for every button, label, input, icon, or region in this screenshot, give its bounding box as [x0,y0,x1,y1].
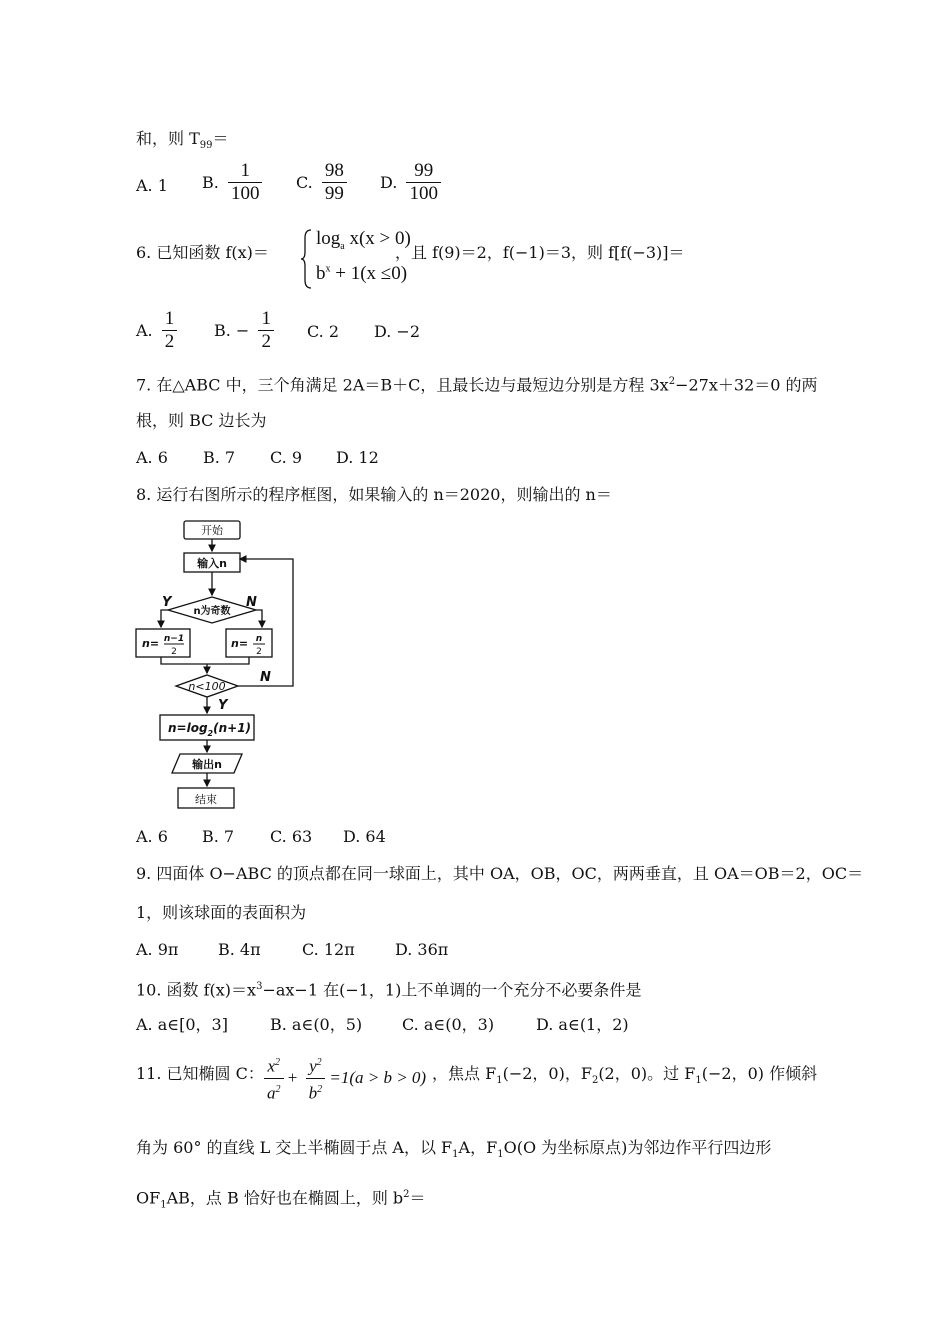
numerator: 99 [406,160,441,183]
flowchart-assign-label [168,721,251,738]
flowchart-end-label: 结束 [195,793,217,806]
q6-prefix-text: 6. 已知函数 f(x)＝ [136,243,269,262]
q5-option-a [136,176,168,195]
q6-option-b [214,308,274,353]
flowchart-yes-2: Y [218,698,228,713]
flowchart-left-num: n−1 [163,634,185,644]
q7-option-c: C. 9 [270,448,303,467]
q7-line-1 [136,371,818,396]
numerator: 98 [322,160,347,183]
q5-option-d-fraction [406,160,441,205]
denominator: 2 [261,331,271,352]
numerator: 1 [258,308,274,331]
q10-option-c: C. a∈(0，3) [402,1015,495,1034]
q9-line-1 [136,863,863,885]
q11-l2-b: A，F [458,1138,498,1157]
q6-suffix [395,242,685,264]
flowchart-start-label: 开始 [201,524,223,537]
q5-option-d-label: D. [380,173,398,192]
q11-ellipse-equation [260,1052,426,1104]
q9-option-a: A. 9π [136,940,179,959]
q6-option-c-text: C. 2 [307,322,340,341]
flowchart-input-label: 输入n [197,557,227,570]
q8-option-b: B. 7 [202,827,235,846]
y-num-text: y [309,1056,317,1076]
assign-text: n=log [168,721,208,735]
piecewise-brace [300,228,314,290]
y-den-text: b [308,1083,318,1103]
q9-option-b: B. 4π [218,940,261,959]
q5-option-c-fraction [322,160,347,205]
y-denominator [306,1079,326,1105]
q7-line-1a: 7. 在△ABC 中，三个角满足 2A＝B＋C，且最长边与最短边分别是方程 3x [136,375,669,395]
q9-line-2 [136,902,306,924]
q6-option-a-fraction [162,308,178,353]
q10-option-a: A. a∈[0，3] [136,1015,228,1034]
q11-l3-b: AB，点 B 恰好也在椭圆上，则 b [166,1188,404,1208]
q6-option-c [307,322,339,341]
flowchart-no-1: N [246,595,257,610]
case-1-condition: (x > 0) [358,228,411,249]
flowchart-limit-label: n<100 [188,680,226,693]
q11-l2-sub1: 1 [452,1149,459,1161]
q6-option-d-text: D. −2 [374,322,421,341]
q5-tail-sub: 99 [199,140,213,152]
exp-base: b [316,263,326,284]
q11-l3-sup: 2 [403,1189,410,1200]
q5-tail [136,128,229,157]
q10-option-d: D. a∈(1，2) [536,1015,629,1034]
y-fraction [306,1052,326,1104]
q11-l3-a: OF [136,1188,161,1208]
q8-question [136,484,612,506]
q5-option-c [296,160,347,205]
q7-option-b: B. 7 [203,448,236,467]
x-num-text: x [267,1056,276,1076]
q11-l2-sub2: 1 [497,1149,504,1161]
q7-option-a: A. 6 [136,448,168,467]
q5-tail-eq: ＝ [212,129,229,148]
flowchart-right-num: n [255,634,263,644]
q11-line-1-suffix [432,1063,817,1092]
q11-s-d: (−2，0) 作倾斜 [701,1064,818,1083]
x-numerator [264,1052,284,1079]
q11-sub2: 2 [591,1075,599,1087]
q5-option-c-label: C. [296,173,313,192]
x-den-sup: 2 [275,1083,281,1095]
q11-prefix [136,1063,264,1085]
q10-option-b: B. a∈(0，5) [270,1015,363,1034]
flowchart-left-den: 2 [171,647,177,657]
q11-s-b: (−2，0)，F [502,1064,592,1083]
q11-prefix-text: 11. 已知椭圆 C： [136,1064,264,1083]
q8-option-d: D. 64 [343,827,386,846]
q10-text-b: −ax−1 在(−1，1)上不单调的一个充分不必要条件是 [262,980,642,1000]
exp-power: x [325,263,331,275]
q6-option-b-fraction [258,308,274,353]
log-arg: x [349,228,359,249]
flowchart [128,515,308,815]
flowchart-output-label: 输出n [192,758,222,771]
q11-s-c: (2，0)。过 F [598,1064,696,1083]
q11-line-3 [136,1184,426,1217]
log-text: log [316,228,341,249]
q11-l2-a: 角为 60° 的直线 L 交上半椭圆于点 A，以 F [136,1138,453,1157]
q7-line-2-text: 根，则 BC 边长为 [136,411,267,430]
q6-prefix [136,242,269,264]
denominator: 100 [409,183,438,204]
x-den-text: a [267,1083,276,1103]
q9-option-d: D. 36π [395,940,449,959]
q11-line-2 [136,1137,771,1166]
q11-l3-c: ＝ [409,1188,426,1208]
log-base: a [340,240,345,252]
denominator: 2 [164,331,175,352]
q9-line-2-text: 1，则该球面的表面积为 [136,903,307,922]
y-numerator [306,1052,326,1079]
q5-option-b [202,160,262,205]
x-num-sup: 2 [275,1057,281,1068]
denominator: 100 [230,183,260,204]
q11-sub3: 1 [695,1075,702,1087]
x-fraction [264,1052,284,1104]
q7-sup: 2 [668,376,676,387]
q5-option-a-text: A. 1 [136,176,168,195]
q7-line-1b: −27x＋32＝0 的两 [675,375,818,395]
case-2-rest: + 1(x ≤0) [330,263,408,284]
q6-option-a [136,308,177,353]
q8-option-c: C. 63 [270,827,313,846]
q6-option-a-label: A. [136,321,153,340]
q10-question [136,976,641,1001]
x-denominator [264,1079,284,1105]
q5-option-b-label: B. [202,173,219,192]
flowchart-right-lhs: n= [231,637,249,650]
equation-rhs: =1(a > b > 0) [329,1068,427,1088]
numerator: 1 [228,160,263,183]
q11-s-a: ，焦点 F [432,1064,497,1083]
q6-case-2 [316,263,407,285]
q7-option-d: D. 12 [336,448,379,467]
q7-line-2 [136,410,266,432]
q5-option-b-fraction [228,160,263,205]
q6-option-d [374,322,420,341]
numerator: 1 [162,308,178,331]
y-num-sup: 2 [316,1057,322,1068]
q9-line-1-text: 9. 四面体 O−ABC 的顶点都在同一球面上，其中 OA，OB，OC，两两垂直，且 OA＝OB＝2，OC＝ [136,864,864,883]
q6-suffix-text: ，且 f(9)＝2，f(−1)＝3，则 f[f(−3)]＝ [395,243,685,262]
q5-option-d [380,160,441,205]
q11-l3-sub: 1 [160,1199,167,1211]
assign-rest: (n+1) [213,721,252,735]
y-den-sup: 2 [317,1083,323,1095]
q9-option-c: C. 12π [302,940,355,959]
denominator: 99 [324,183,344,204]
flowchart-yes-1: Y [162,595,172,610]
flowchart-odd-label: n为奇数 [193,606,231,617]
q10-sup: 3 [256,981,263,992]
q11-sub1: 1 [496,1075,503,1087]
q10-text-a: 10. 函数 f(x)＝x [136,980,257,1000]
q8-option-a: A. 6 [136,827,168,846]
assign-sub: 2 [207,729,214,738]
q11-l2-c: O(O 为坐标原点)为邻边作平行四边形 [503,1138,772,1157]
q8-question-text: 8. 运行右图所示的程序框图，如果输入的 n＝2020，则输出的 n＝ [136,485,612,504]
q6-option-b-label: B. − [214,321,250,340]
plus-sign: + [287,1068,298,1088]
flowchart-right-den: 2 [256,647,262,657]
q5-tail-text: 和，则 T [136,129,200,148]
flowchart-left-lhs: n= [142,637,160,650]
flowchart-no-2: N [260,670,271,685]
